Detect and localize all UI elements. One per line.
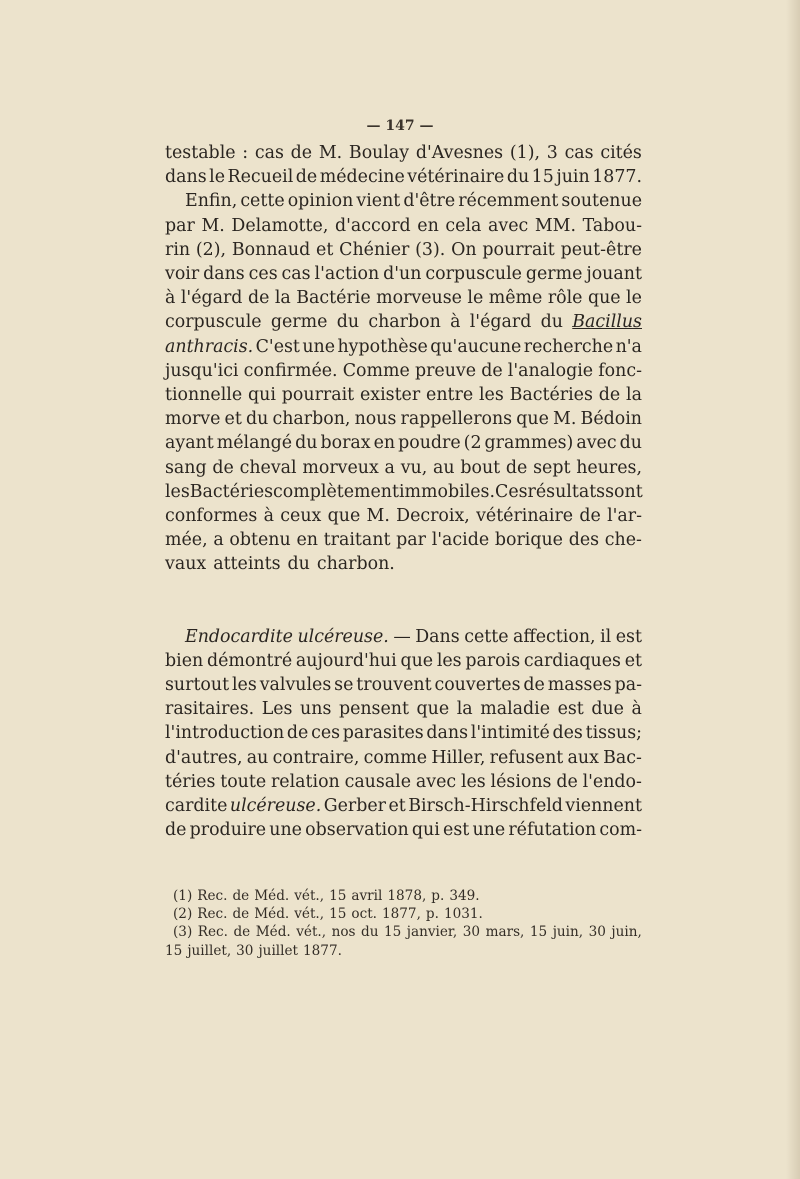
footnote-line: 15 juillet, 30 juillet 1877. (165, 942, 342, 959)
paragraph (165, 189, 642, 576)
page-edge-shadow (786, 0, 800, 1179)
text-line: téries toute relation causale avec les lésions de l'endo- (165, 771, 642, 792)
footnote (165, 905, 642, 923)
footnote-line: (1) Rec. de Méd. vét., 15 avril 1878, p. 349. (173, 888, 480, 904)
page-number: — 147 — (366, 118, 434, 134)
text-line: mée, a obtenu en traitant par l'acide borique des che- (165, 530, 642, 551)
text-line: rin (2), Bonnaud et Chénier (3). On pourrait peut-être (165, 239, 642, 260)
text-line: à l'égard de la Bactérie morveuse le même rôle que le (165, 288, 642, 309)
text-line: d'autres, au contraire, comme Hiller, refusent aux Bac- (165, 747, 642, 768)
text-line: l'introduction de ces parasites dans l'intimité des tissus; (165, 723, 642, 744)
text-line: bien démontré aujourd'hui que les parois cardiaques et (165, 650, 642, 671)
footnote-line: (2) Rec. de Méd. vét., 15 oct. 1877, p. 1031. (173, 906, 483, 923)
text-line: cardite ulcéreuse. Gerber et Birsch-Hirschfeld viennent (165, 796, 642, 817)
body-text (165, 141, 642, 842)
text-line: les Bactéries complètement immobiles. Ces résultats sont (165, 481, 643, 502)
text-line: testable : cas de M. Boulay d'Avesnes (1), 3 cas cités (165, 143, 642, 163)
text-line: morve et du charbon, nous rappellerons que M. Bédoin (165, 409, 642, 430)
text-line: Endocardite ulcéreuse. — Dans cette affection, il est (185, 626, 642, 647)
footnote (165, 923, 642, 959)
text-line: corpuscule germe du charbon à l'égard du Bacillus (165, 312, 642, 333)
text-line: conformes à ceux que M. Decroix, vétérinaire de l'ar- (165, 506, 642, 527)
text-line: surtout les valvules se trouvent couvertes de masses pa- (165, 675, 642, 696)
text-line: anthracis. C'est une hypothèse qu'aucune recherche n'a (165, 336, 642, 357)
text-line: Enfin, cette opinion vient d'être récemment soutenue (185, 191, 642, 212)
text-line: sang de cheval morveux a vu, au bout de sept heures, (165, 457, 642, 478)
footnote-line: (3) Rec. de Méd. vét., nos du 15 janvier, 30 mars, 15 juin, 30 juin, (173, 924, 642, 941)
text-line: ayant mélangé du borax en poudre (2 grammes) avec du (165, 433, 642, 454)
paragraph (165, 625, 642, 843)
paragraph (165, 141, 642, 189)
text-line: voir dans ces cas l'action d'un corpuscule germe jouant (165, 264, 642, 285)
footnotes (165, 887, 642, 960)
text-line: vaux atteints du charbon. (165, 554, 395, 575)
text-line: rasitaires. Les uns pensent que la maladie est due à (165, 699, 642, 720)
text-line: par M. Delamotte, d'accord en cela avec MM. Tabou- (165, 215, 642, 236)
text-line: dans le Recueil de médecine vétérinaire du 15 juin 1877. (165, 167, 642, 188)
text-line: de produire une observation qui est une réfutation com- (165, 820, 642, 841)
text-line: jusqu'ici confirmée. Comme preuve de l'analogie fonc- (165, 360, 642, 381)
text-line: tionnelle qui pourrait exister entre les Bactéries de la (165, 385, 642, 406)
paragraph-gap (165, 577, 642, 625)
footnote (165, 887, 642, 905)
